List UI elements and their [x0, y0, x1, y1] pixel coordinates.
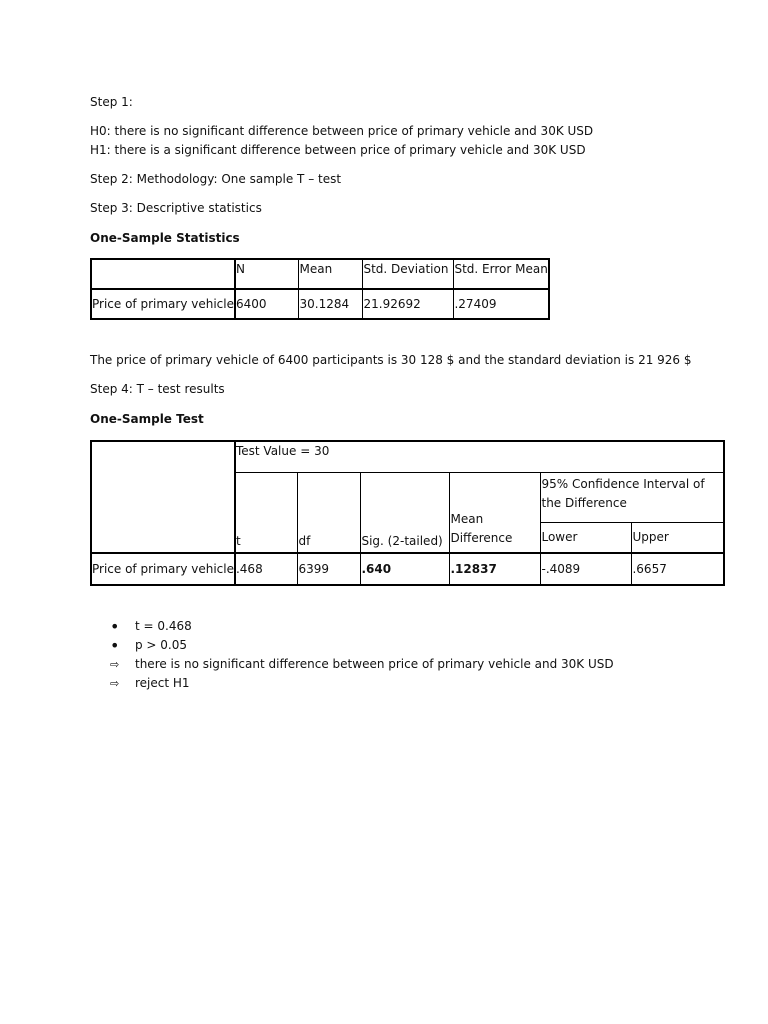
table2-title: One-Sample Test — [90, 412, 204, 426]
table-header-cell: N — [235, 259, 299, 289]
table-header-row — [91, 441, 724, 472]
step3-descriptive: Step 3: Descriptive statistics — [90, 201, 262, 215]
hypothesis-h1: H1: there is a significant difference between price of primary vehicle and 30K USD — [90, 143, 586, 157]
table-header-cell: Mean — [299, 259, 363, 289]
table-header-row — [91, 259, 549, 289]
bullet-icon: • — [110, 617, 120, 636]
arrow-icon: ⇨ — [110, 677, 120, 690]
step2-methodology: Step 2: Methodology: One sample T – test — [90, 172, 342, 186]
table-cell: .27409 — [454, 289, 549, 319]
table-cell: 21.92692 — [363, 289, 454, 319]
table-header-cell: t — [235, 472, 298, 553]
table-header-cell: Sig. (2-tailed) — [361, 472, 450, 553]
arrow-icon: ⇨ — [110, 658, 120, 671]
table-cell: -.4089 — [541, 553, 632, 585]
bullet-icon: • — [110, 636, 120, 655]
ci-header: 95% Confidence Interval of the Difference — [541, 472, 724, 522]
table-cell: 30.1284 — [299, 289, 363, 319]
table-corner-cell — [91, 441, 235, 553]
one-sample-test-table — [90, 440, 725, 586]
list-item-text: t = 0.468 — [135, 619, 192, 633]
test-value-header: Test Value = 30 — [235, 441, 724, 472]
table1-title: One-Sample Statistics — [90, 231, 240, 245]
table-cell: .6657 — [632, 553, 724, 585]
list-item-text: there is no significant difference between price of primary vehicle and 30K USD — [135, 657, 614, 671]
table-header-cell — [91, 259, 235, 289]
mean-difference-header: Mean Difference — [450, 512, 513, 545]
table-row-label: Price of primary vehicle — [91, 553, 235, 585]
table-header-cell: Std. Error Mean — [454, 259, 549, 289]
table-header-cell: Std. Deviation — [363, 259, 454, 289]
step1-heading: Step 1: — [90, 95, 133, 109]
table-cell: .468 — [235, 553, 298, 585]
step4-results: Step 4: T – test results — [90, 382, 225, 396]
table-row — [91, 553, 724, 585]
table-header-cell — [450, 472, 541, 553]
table-header-cell: Upper — [632, 522, 724, 553]
table-cell: 6399 — [298, 553, 361, 585]
list-item-text: p > 0.05 — [135, 638, 188, 652]
table-cell: 6400 — [235, 289, 299, 319]
table-header-cell: Lower — [541, 522, 632, 553]
table-cell: .12837 — [450, 553, 541, 585]
table-header-cell: df — [298, 472, 361, 553]
summary-text: The price of primary vehicle of 6400 participants is 30 128 $ and the standard deviation is 21 926 $ — [90, 353, 692, 367]
one-sample-statistics-table — [90, 258, 550, 320]
table-row-label: Price of primary vehicle — [91, 289, 235, 319]
hypothesis-h0: H0: there is no significant difference between price of primary vehicle and 30K USD — [90, 124, 594, 138]
list-item-text: reject H1 — [135, 676, 190, 690]
table-cell: .640 — [361, 553, 450, 585]
table-row — [91, 289, 549, 319]
